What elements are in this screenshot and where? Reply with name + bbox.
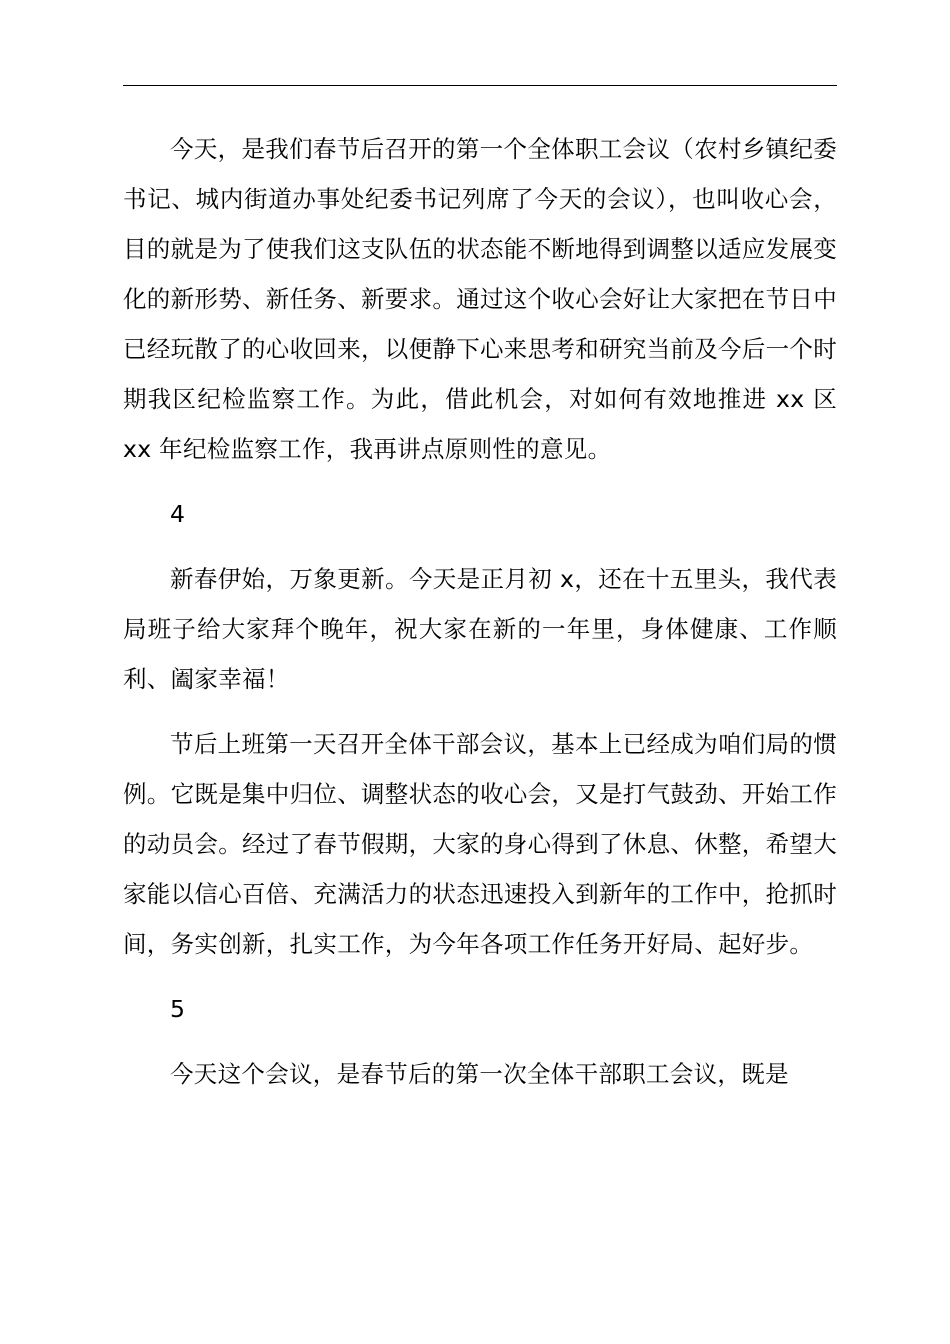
document-body [123, 124, 837, 1099]
paragraph-new-year: 新春伊始，万象更新。今天是正月初 x，还在十五里头，我代表局班子给大家拜个晚年，祝大家在新的一年里，身体健康、工作顺利、阖家幸福！ [123, 565, 837, 693]
section-number-4: 4 [170, 500, 185, 528]
section-number-5: 5 [170, 995, 185, 1023]
paragraph-meeting-custom: 节后上班第一天召开全体干部会议，基本上已经成为咱们局的惯例。它既是集中归位、调整状态的收心会，又是打气鼓劲、开始工作的动员会。经过了春节假期，大家的身心得到了休息、休整，希望大家能以信心百倍、充满活力的状态迅速投入到新年的工作中，抢抓时间，务实创新，扎实工作，为今年各项工作任务开好局、起好步。 [123, 730, 837, 958]
paragraph-truncated: 今天这个会议，是春节后的第一次全体干部职工会议，既是 [170, 1060, 789, 1088]
paragraph-opening: 今天，是我们春节后召开的第一个全体职工会议（农村乡镇纪委书记、城内街道办事处纪委书记列席了今天的会议），也叫收心会，目的就是为了使我们这支队伍的状态能不断地得到调整以适应发展变化的新形势、新任务、新要求。通过这个收心会好让大家把在节日中已经玩散了的心收回来，以便静下心来思考和研究当前及今后一个时期我区纪检监察工作。为此，借此机会，对如何有效地推进 xx 区 xx 年纪检监察工作，我再讲点原则性的意见。 [123, 135, 837, 463]
header-rule [123, 85, 837, 86]
